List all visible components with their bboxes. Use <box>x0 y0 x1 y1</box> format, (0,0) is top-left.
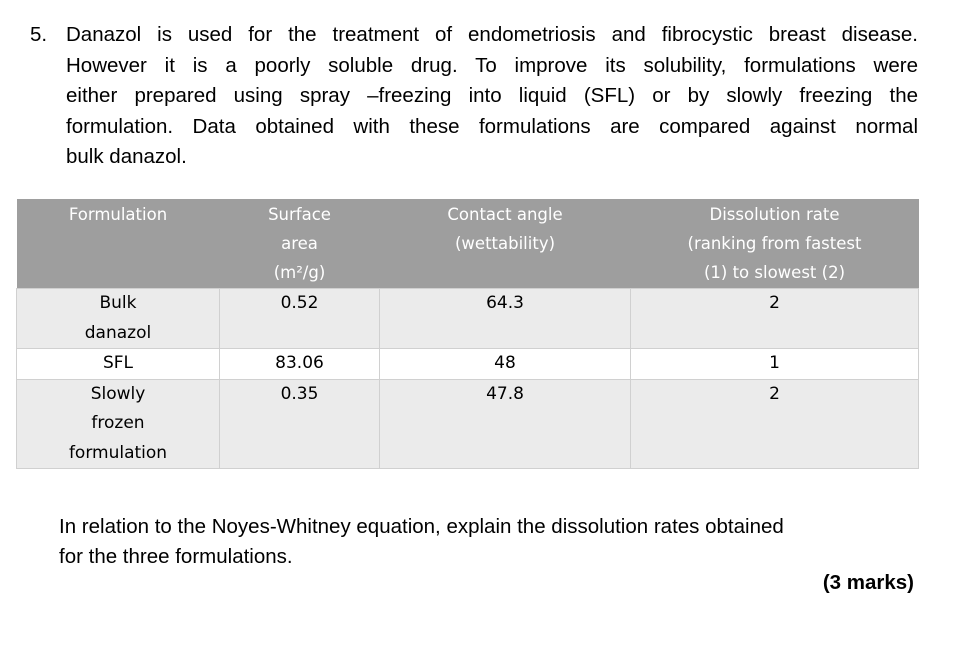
header-surface-area-unit: (m²/g) <box>273 263 326 282</box>
table-row <box>17 379 919 469</box>
header-surface-area-line: area <box>281 234 318 253</box>
cell-dissolution-rank: 2 <box>631 289 919 349</box>
header-surface-area-line: Surface <box>268 205 331 224</box>
marks-label: (3 marks) <box>822 571 914 594</box>
cell-surface-area: 0.52 <box>220 289 380 349</box>
header-formulation-label: Formulation <box>68 205 168 224</box>
cell-contact-angle: 47.8 <box>380 379 631 469</box>
formulation-name-line: formulation <box>68 442 168 463</box>
cell-contact-angle: 64.3 <box>380 289 631 349</box>
header-contact-angle <box>380 199 631 289</box>
cell-dissolution-rank: 2 <box>631 379 919 469</box>
header-surface-area <box>220 199 380 289</box>
question-line-5: bulk danazol. <box>66 145 187 168</box>
prompt-line-1: In relation to the Noyes-Whitney equation, explain the dissolution rates obtained <box>59 515 784 538</box>
cell-dissolution-rank: 1 <box>631 349 919 380</box>
table-header-row <box>17 199 919 289</box>
question-line-1: Danazol is used for the treatment of endometriosis and fibrocystic breast disease. <box>66 23 918 46</box>
question-prompt <box>59 512 784 572</box>
header-dissolution-line: (ranking from fastest <box>687 234 862 253</box>
prompt-line-2: for the three formulations. <box>59 545 293 568</box>
cell-formulation <box>17 379 220 469</box>
header-dissolution-rate <box>631 199 919 289</box>
header-dissolution-line: Dissolution rate <box>709 205 840 224</box>
table-row <box>17 289 919 349</box>
question-line-2: However it is a poorly soluble drug. To improve its solubility, formulations were <box>66 53 918 77</box>
formulation-name-line: SFL <box>102 353 134 373</box>
formulation-name-line: danazol <box>84 322 152 343</box>
formulation-name-line: frozen <box>91 413 145 433</box>
cell-contact-angle: 48 <box>380 349 631 380</box>
header-dissolution-line: (1) to slowest (2) <box>703 263 846 282</box>
header-formulation <box>17 199 220 289</box>
cell-surface-area: 83.06 <box>220 349 380 380</box>
question-number: 5. <box>30 23 48 46</box>
question-line-3: either prepared using spray –freezing into liquid (SFL) or by slowly freezing the <box>66 84 918 107</box>
cell-surface-area: 0.35 <box>220 379 380 469</box>
formulation-name-line: Slowly <box>90 383 146 404</box>
table-row <box>17 349 919 380</box>
question-line-4: formulation. Data obtained with these formulations are compared against normal <box>66 114 918 138</box>
cell-formulation <box>17 289 220 349</box>
header-contact-angle-line: Contact angle <box>447 205 563 224</box>
formulation-name-line: Bulk <box>99 293 137 313</box>
formulation-data-table <box>16 199 919 469</box>
header-contact-angle-line: (wettability) <box>454 234 556 253</box>
cell-formulation <box>17 349 220 380</box>
